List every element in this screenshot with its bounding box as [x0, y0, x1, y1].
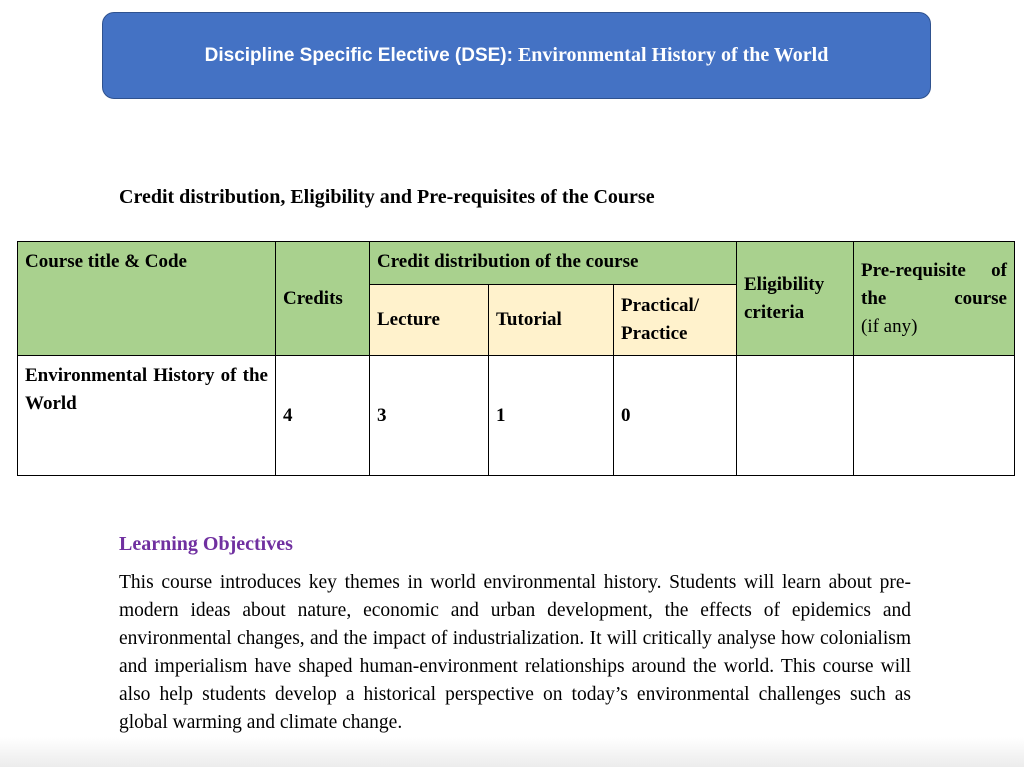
credit-distribution-table — [17, 241, 1015, 476]
header-credits: Credits — [276, 242, 370, 356]
cell-practical: 0 — [614, 356, 737, 476]
header-lecture: Lecture — [370, 285, 489, 356]
header-practical: Practical/ Practice — [614, 285, 737, 356]
learning-objectives-heading: Learning Objectives — [119, 533, 293, 555]
cell-course-name: Environmental History of the World — [18, 356, 276, 476]
course-title-banner — [102, 12, 931, 99]
prereq-bold-text: Pre-requisite of the course — [861, 259, 1007, 309]
cell-prerequisite — [854, 356, 1015, 476]
learning-objectives-text: This course introduces key themes in world environmental history. Students will learn about pre-modern ideas about nature, economic and urban development, the effects of epidemics and environmental changes, and the impact of industrialization. It will critically analyse how colonialism and imperialism have shaped human-environment relationships around the world. This course will also help students develop a historical perspective on today’s environmental challenges such as global warming and climate change. — [119, 572, 911, 733]
header-tutorial: Tutorial — [489, 285, 614, 356]
prereq-normal-text: (if any) — [861, 315, 918, 337]
header-credit-distribution: Credit distribution of the course — [370, 242, 737, 285]
header-course-title: Course title & Code — [18, 242, 276, 356]
header-prerequisite — [854, 242, 1015, 356]
header-eligibility: Eligibility criteria — [737, 242, 854, 356]
cell-credits: 4 — [276, 356, 370, 476]
banner-course-name: Environmental History of the World — [517, 44, 829, 66]
banner-prefix: Discipline Specific Elective (DSE): — [204, 44, 513, 66]
cell-eligibility — [737, 356, 854, 476]
page-bottom-shadow — [0, 737, 1024, 767]
credit-section-heading: Credit distribution, Eligibility and Pre-requisites of the Course — [119, 186, 655, 208]
cell-tutorial: 1 — [489, 356, 614, 476]
cell-lecture: 3 — [370, 356, 489, 476]
